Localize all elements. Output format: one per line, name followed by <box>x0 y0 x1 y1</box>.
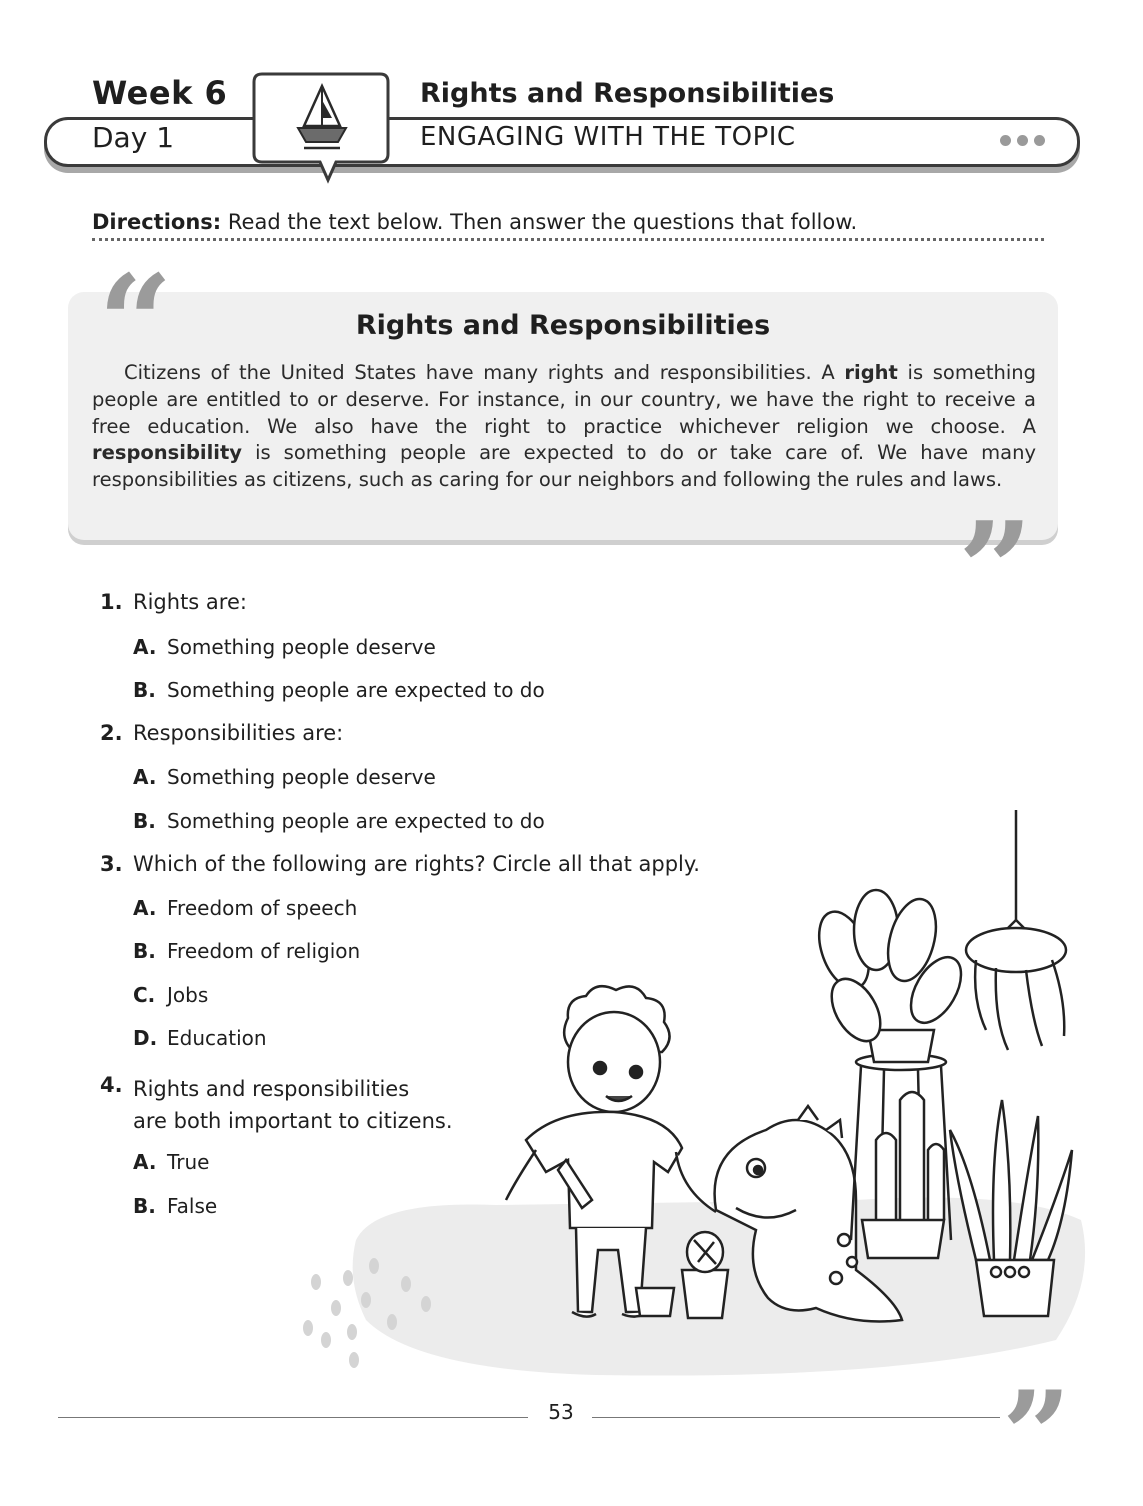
question-number: 3. <box>100 852 123 876</box>
option-text[interactable]: False <box>167 1194 218 1218</box>
term-right: right <box>844 361 898 384</box>
footer-rule <box>58 1417 528 1418</box>
begonia-plant <box>810 890 972 1049</box>
option-letter[interactable]: D. <box>133 1026 158 1050</box>
passage-part: Citizens of the United States have many rights and responsibilities. A <box>124 361 845 384</box>
dotted-divider <box>92 238 1044 241</box>
option-letter[interactable]: A. <box>133 765 157 789</box>
footer-rule <box>592 1417 1000 1418</box>
question-number: 1. <box>100 590 123 614</box>
day-label: Day 1 <box>92 121 175 154</box>
hanging-plant <box>966 810 1066 1050</box>
reading-passage <box>92 360 1036 494</box>
directions-label: Directions: <box>92 210 222 234</box>
close-quote-icon: ” <box>958 493 1033 646</box>
page-subtitle: ENGAGING WITH THE TOPIC <box>420 122 796 152</box>
option-letter[interactable]: A. <box>133 635 157 659</box>
option-text[interactable]: Something people deserve <box>167 635 436 659</box>
question-text: Responsibilities are: <box>133 721 344 745</box>
option-letter[interactable]: B. <box>133 939 156 963</box>
question-text: Rights are: <box>133 590 247 614</box>
option-letter[interactable]: B. <box>133 809 156 833</box>
question-number: 2. <box>100 721 123 745</box>
option-text[interactable]: Jobs <box>167 983 209 1007</box>
directions <box>92 210 857 234</box>
option-text[interactable]: True <box>167 1150 210 1174</box>
term-responsibility: responsibility <box>92 441 243 465</box>
topic-badge <box>248 66 394 186</box>
boy-dinosaur-plants-illustration <box>296 800 1096 1390</box>
option-text[interactable]: Something people deserve <box>167 765 436 789</box>
reading-title: Rights and Responsibilities <box>355 310 771 341</box>
question-number: 4. <box>100 1073 123 1097</box>
option-text[interactable]: Freedom of religion <box>167 939 361 963</box>
directions-text: Read the text below. Then answer the questions that follow. <box>221 210 858 234</box>
open-quote-icon: “ <box>98 246 173 399</box>
option-letter[interactable]: A. <box>133 896 157 920</box>
cactus-plant <box>862 1092 944 1258</box>
option-letter[interactable]: B. <box>133 1194 156 1218</box>
option-letter[interactable]: B. <box>133 678 156 702</box>
footer-quote-icon: ” <box>1002 1365 1072 1506</box>
page-number: 53 <box>548 1400 574 1424</box>
option-letter[interactable]: A. <box>133 1150 157 1174</box>
question-line: are both important to citizens. <box>133 1109 453 1133</box>
question-text: Which of the following are rights? Circle all that apply. <box>133 852 700 876</box>
option-letter[interactable]: C. <box>133 983 156 1007</box>
option-text[interactable]: Education <box>167 1026 267 1050</box>
option-text[interactable]: Freedom of speech <box>167 896 358 920</box>
week-label: Week 6 <box>92 74 228 112</box>
decorative-dots <box>1000 131 1051 150</box>
page-title: Rights and Responsibilities <box>420 78 835 109</box>
option-text[interactable]: Something people are expected to do <box>167 809 545 833</box>
passage-part: is something people are entitled to or deserve. For instance, in our country, we have the right to receive a free education. We also have the right to practice whichever religion we choose. A <box>92 361 1036 438</box>
question-line: Rights and responsibilities <box>133 1077 410 1101</box>
option-text[interactable]: Something people are expected to do <box>167 678 545 702</box>
passage-part: is something people are expected to do or take care of. We have many responsibilities as citizens, such as caring for our neighbors and following the rules and laws. <box>92 441 1036 492</box>
